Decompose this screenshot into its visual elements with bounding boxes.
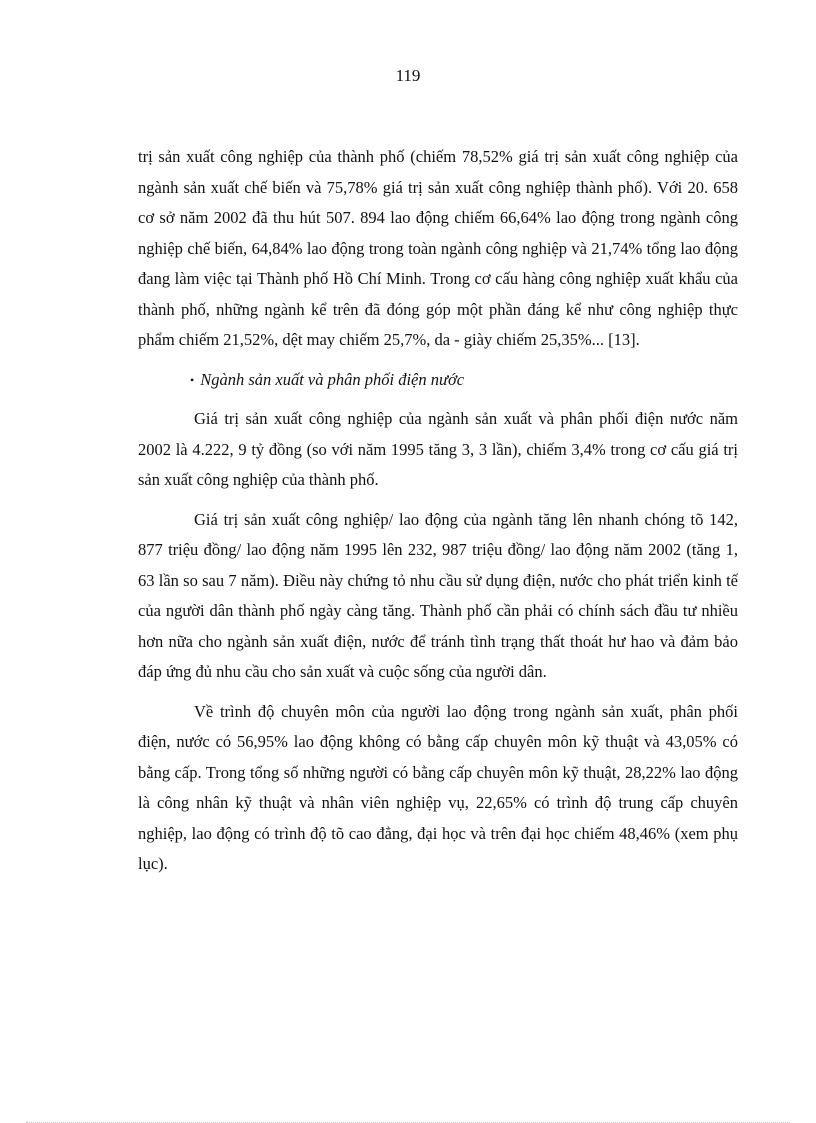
paragraph-qualifications: Về trình độ chuyên môn của người lao động trong ngành sản xuất, phân phối điện, nước có 56,95% lao động không có bằng cấp chuyên môn kỹ thuật và 43,05% có bằng cấp. Trong tổng số những người có bằng cấp chuyên môn kỹ thuật, 28,22% lao động là công nhân kỹ thuật và nhân viên nghiệp vụ, 22,65% có trình độ trung cấp chuyên nghiệp, lao động có trình độ tõ cao đẳng, đại học và trên đại học chiếm 48,46% (xem phụ lục). [138,701,738,873]
bullet-icon: • [190,372,195,387]
body-text [138,142,738,880]
section-heading [138,365,738,396]
paragraph-spacer [138,356,738,365]
paragraph-spacer [138,496,738,505]
page-number: 119 [395,66,421,85]
paragraph-spacer [138,688,738,697]
paragraph-spacer [138,395,738,404]
paragraph-continued: trị sản xuất công nghiệp của thành phố (chiếm 78,52% giá trị sản xuất công nghiệp của ngành sản xuất chế biến và 75,78% giá trị sản xuất công nghiệp thành phố). Với 20. 658 cơ sở năm 2002 đã thu hút 507. 894 lao động chiếm 66,64% lao động trong ngành công nghiệp chế biến, 64,84% lao động trong toàn ngành công nghiệp và 21,74% tổng lao động đang làm việc tại Thành phố Hồ Chí Minh. Trong cơ cấu hàng công nghiệp xuất khẩu của thành phố, những ngành kể trên đã đóng góp một phần đáng kể như công nghiệp thực phẩm chiếm 21,52%, dệt may chiếm 25,7%, da - giày chiếm 25,35%... [13]. [138,147,738,349]
paragraph-production-value: Giá trị sản xuất công nghiệp của ngành sản xuất và phân phối điện nước năm 2002 là 4.222, 9 tỷ đồng (so với năm 1995 tăng 3, 3 lần), chiếm 3,4% trong cơ cấu giá trị sản xuất công nghiệp của thành phố. [138,409,738,489]
section-heading-text: Ngành sản xuất và phân phối điện nước [200,369,465,389]
paragraph-labor-productivity: Giá trị sản xuất công nghiệp/ lao động của ngành tăng lên nhanh chóng tõ 142, 877 triệu đồng/ lao động năm 1995 lên 232, 987 triệu đồng/ lao động năm 2002 (tăng 1, 63 lần so sau 7 năm). Điều này chứng tỏ nhu cầu sử dụng điện, nước cho phát triển kinh tế của người dân thành phố ngày càng tăng. Thành phố cần phải có chính sách đầu tư nhiều hơn nữa cho ngành sản xuất điện, nước để tránh tình trạng thất thoát hư hao và đảm bảo đáp ứng đủ nhu cầu cho sản xuất và cuộc sống của người dân. [138,509,738,681]
